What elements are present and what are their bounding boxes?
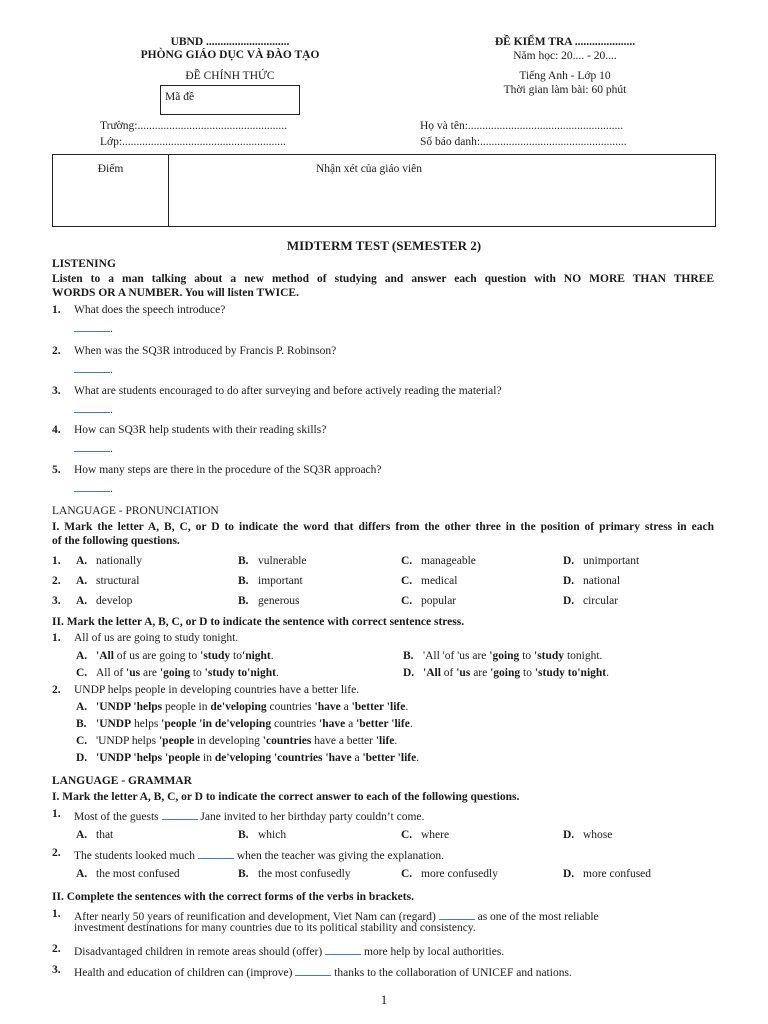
pronunciation-instruction: I. Mark the letter A, B, C, or D to indicate the word that differs from the other three in the position of primary stress in each <box>52 521 714 533</box>
option-d[interactable] <box>563 595 618 607</box>
time-allowed: Thời gian làm bài: 60 phút <box>503 84 627 96</box>
option-text: unimportant <box>583 555 640 567</box>
option-a[interactable] <box>76 868 180 880</box>
option-text: where <box>421 829 450 841</box>
option-d[interactable] <box>563 575 620 587</box>
option-c[interactable]: C. All of 'us are 'going to 'study to'night. <box>76 667 279 679</box>
question-number: 2. <box>52 684 61 696</box>
option-letter: C. <box>401 595 413 607</box>
sentence-text <box>74 964 572 979</box>
option-b[interactable] <box>238 555 307 567</box>
option-b[interactable] <box>238 575 303 587</box>
option-letter: B. <box>238 555 249 567</box>
option-d[interactable]: D. 'UNDP 'helps 'people in de'veloping 'countries 'have a 'better 'life. <box>76 752 420 764</box>
question-number: 2. <box>52 847 61 859</box>
option-text: that <box>96 829 114 841</box>
exam-code-box <box>160 85 300 115</box>
department-name: PHÒNG GIÁO DỤC VÀ ĐÀO TẠO <box>140 49 320 61</box>
option-text: whose <box>583 829 613 841</box>
option-d[interactable]: D. 'All of 'us are 'going to 'study to'night. <box>403 667 609 679</box>
question-text: How can SQ3R help students with their reading skills? <box>74 424 327 436</box>
answer-blank[interactable] <box>325 943 361 955</box>
exam-code-label: Mã đề <box>165 91 195 103</box>
option-letter: D. <box>563 555 575 567</box>
sentence-text-continued: investment destinations for many countries due to its political stability and consistency. <box>74 922 476 934</box>
answer-blank[interactable] <box>162 808 198 820</box>
option-letter: A. <box>76 868 88 880</box>
option-letter: D. <box>563 595 575 607</box>
option-text: generous <box>258 595 300 607</box>
grammar-heading: LANGUAGE - GRAMMAR <box>52 775 192 787</box>
option-letter: D. <box>563 868 575 880</box>
grammar-instruction: I. Mark the letter A, B, C, or D to indicate the correct answer to each of the following questions. <box>52 791 520 803</box>
option-text: popular <box>421 595 457 607</box>
answer-blank[interactable]: . <box>74 440 113 455</box>
option-letter: C. <box>401 868 413 880</box>
question-text: What are students encouraged to do after surveying and before actively reading the material? <box>74 385 502 397</box>
sentence-text-before: Health and education of children can (improve) <box>74 967 293 979</box>
option-letter: C. <box>76 667 88 679</box>
option-a[interactable] <box>76 555 142 567</box>
option-letter: C. <box>401 575 413 587</box>
question-number: 5. <box>52 464 61 476</box>
option-text: more confused <box>583 868 652 880</box>
test-title: ĐỀ KIỂM TRA ..................... <box>494 36 636 48</box>
option-letter: B. <box>238 868 249 880</box>
school-year: Năm học: 20.... - 20.... <box>513 50 617 62</box>
option-d[interactable] <box>563 868 651 880</box>
option-text: more confusedly <box>421 868 498 880</box>
option-letter: B. <box>238 595 249 607</box>
option-text: national <box>583 575 621 587</box>
verb-forms-instruction: II. Complete the sentences with the correct forms of the verbs in brackets. <box>52 891 414 903</box>
question-number: 1. <box>52 632 61 644</box>
class-field: Lớp:......................................................... <box>100 136 286 148</box>
option-letter: C. <box>401 555 413 567</box>
option-text: which <box>258 829 287 841</box>
option-text: important <box>258 575 303 587</box>
option-letter: D. <box>563 575 575 587</box>
option-text: structural <box>96 575 140 587</box>
question-number: 1. <box>52 808 61 820</box>
question-text: When was the SQ3R introduced by Francis P. Robinson? <box>74 345 337 357</box>
listening-instruction-2: WORDS OR A NUMBER. You will listen TWICE. <box>52 287 299 299</box>
question-text: What does the speech introduce? <box>74 304 226 316</box>
sentence-stress-instruction: II. Mark the letter A, B, C, or D to indicate the sentence with correct sentence stress. <box>52 616 465 628</box>
option-letter: B. <box>403 650 414 662</box>
sentence-text <box>74 943 504 958</box>
official-label: ĐỀ CHÍNH THỨC <box>185 70 275 82</box>
option-letter: D. <box>563 829 575 841</box>
question-number: 2. <box>52 943 61 955</box>
question-text-before: Most of the guests <box>74 811 159 823</box>
answer-blank[interactable]: . <box>74 480 113 495</box>
question-number: 1. <box>52 304 61 316</box>
option-text: vulnerable <box>258 555 307 567</box>
option-letter: B. <box>238 829 249 841</box>
option-text: circular <box>583 595 619 607</box>
option-b[interactable] <box>238 829 286 841</box>
question-text: UNDP helps people in developing countries have a better life. <box>74 684 360 696</box>
option-a[interactable] <box>76 595 132 607</box>
option-letter: B. <box>76 718 87 730</box>
answer-blank[interactable]: . <box>74 361 113 376</box>
id-field: Số báo danh:................................................... <box>420 136 627 148</box>
name-field: Họ và tên:...................................................... <box>420 120 624 132</box>
question-number: 1. <box>52 908 61 920</box>
sentence-text-after: thanks to the collaboration of UNICEF and nations. <box>334 967 572 979</box>
pronunciation-heading: LANGUAGE - PRONUNCIATION <box>52 505 219 517</box>
option-b[interactable]: B. 'All 'of 'us are 'going to 'study tonight. <box>403 650 603 662</box>
question-number: 4. <box>52 424 61 436</box>
answer-blank[interactable]: . <box>74 320 113 335</box>
option-a[interactable] <box>76 829 113 841</box>
option-c[interactable] <box>401 829 449 841</box>
question-text-after: when the teacher was giving the explanation. <box>236 850 445 862</box>
listening-instruction: Listen to a man talking about a new method of studying and answer each question with NO MORE THAN THREE <box>52 273 714 285</box>
sentence-text-after: more help by local authorities. <box>363 946 505 958</box>
question-text <box>74 808 424 823</box>
pronunciation-instruction-2: of the following questions. <box>52 535 180 547</box>
answer-blank[interactable] <box>198 847 234 859</box>
sentence-text-after: as one of the most reliable <box>477 911 599 923</box>
option-c[interactable] <box>401 555 476 567</box>
option-a[interactable] <box>76 575 139 587</box>
test-title-main: MIDTERM TEST (SEMESTER 2) <box>286 238 482 253</box>
page-number: 1 <box>380 992 388 1007</box>
option-c[interactable]: C. 'UNDP helps 'people in developing 'countries have a better 'life. <box>76 735 398 747</box>
listening-heading: LISTENING <box>52 258 116 270</box>
option-letter: B. <box>238 575 249 587</box>
option-d[interactable] <box>563 555 639 567</box>
option-letter: A. <box>76 555 88 567</box>
option-text: develop <box>96 595 133 607</box>
sentence-text-before: After nearly 50 years of reunification and development, Viet Nam can (regard) <box>74 911 436 923</box>
option-b[interactable]: B. 'UNDP helps 'people 'in de'veloping countries 'have a 'better 'life. <box>76 718 413 730</box>
question-number: 2. <box>52 575 61 587</box>
option-c[interactable] <box>401 575 457 587</box>
question-text: All of us are going to study tonight. <box>74 632 239 644</box>
option-c[interactable] <box>401 595 456 607</box>
ubnd-line: UBND ............................. <box>170 36 290 48</box>
option-d[interactable] <box>563 829 612 841</box>
option-letter: A. <box>76 650 88 662</box>
question-text: How many steps are there in the procedure of the SQ3R approach? <box>74 464 382 476</box>
question-text <box>74 847 444 862</box>
score-box <box>52 154 716 227</box>
option-letter: D. <box>76 752 88 764</box>
option-a[interactable]: A. 'UNDP 'helps people in de'veloping countries 'have a 'better 'life. <box>76 701 409 713</box>
subject: Tiếng Anh - Lớp 10 <box>519 70 611 82</box>
option-letter: A. <box>76 701 88 713</box>
teacher-comment-label: Nhận xét của giáo viên <box>315 163 422 175</box>
option-letter: C. <box>401 829 413 841</box>
school-field: Trường:.................................................... <box>100 120 287 132</box>
answer-blank[interactable] <box>295 964 331 976</box>
score-label: Điểm <box>97 163 124 175</box>
sentence-text-before: Disadvantaged children in remote areas should (offer) <box>74 946 323 958</box>
option-text: medical <box>421 575 458 587</box>
question-number: 2. <box>52 345 61 357</box>
option-letter: A. <box>76 595 88 607</box>
sentence-text <box>74 908 599 923</box>
answer-blank[interactable] <box>439 908 475 920</box>
option-text: nationally <box>96 555 142 567</box>
option-letter: C. <box>76 735 88 747</box>
question-text-after: Jane invited to her birthday party couldn’t come. <box>200 811 425 823</box>
option-b[interactable] <box>238 868 351 880</box>
option-letter: D. <box>403 667 415 679</box>
option-letter: A. <box>76 829 88 841</box>
question-text-before: The students looked much <box>74 850 196 862</box>
option-a[interactable]: A. 'All of us are going to 'study to'night. <box>76 650 274 662</box>
option-c[interactable] <box>401 868 498 880</box>
question-number: 3. <box>52 385 61 397</box>
answer-blank[interactable]: . <box>74 401 113 416</box>
option-b[interactable] <box>238 595 300 607</box>
option-letter: A. <box>76 575 88 587</box>
question-number: 3. <box>52 595 61 607</box>
option-text: the most confused <box>96 868 180 880</box>
option-text: the most confusedly <box>258 868 351 880</box>
question-number: 3. <box>52 964 61 976</box>
option-text: manageable <box>421 555 476 567</box>
question-number: 1. <box>52 555 61 567</box>
